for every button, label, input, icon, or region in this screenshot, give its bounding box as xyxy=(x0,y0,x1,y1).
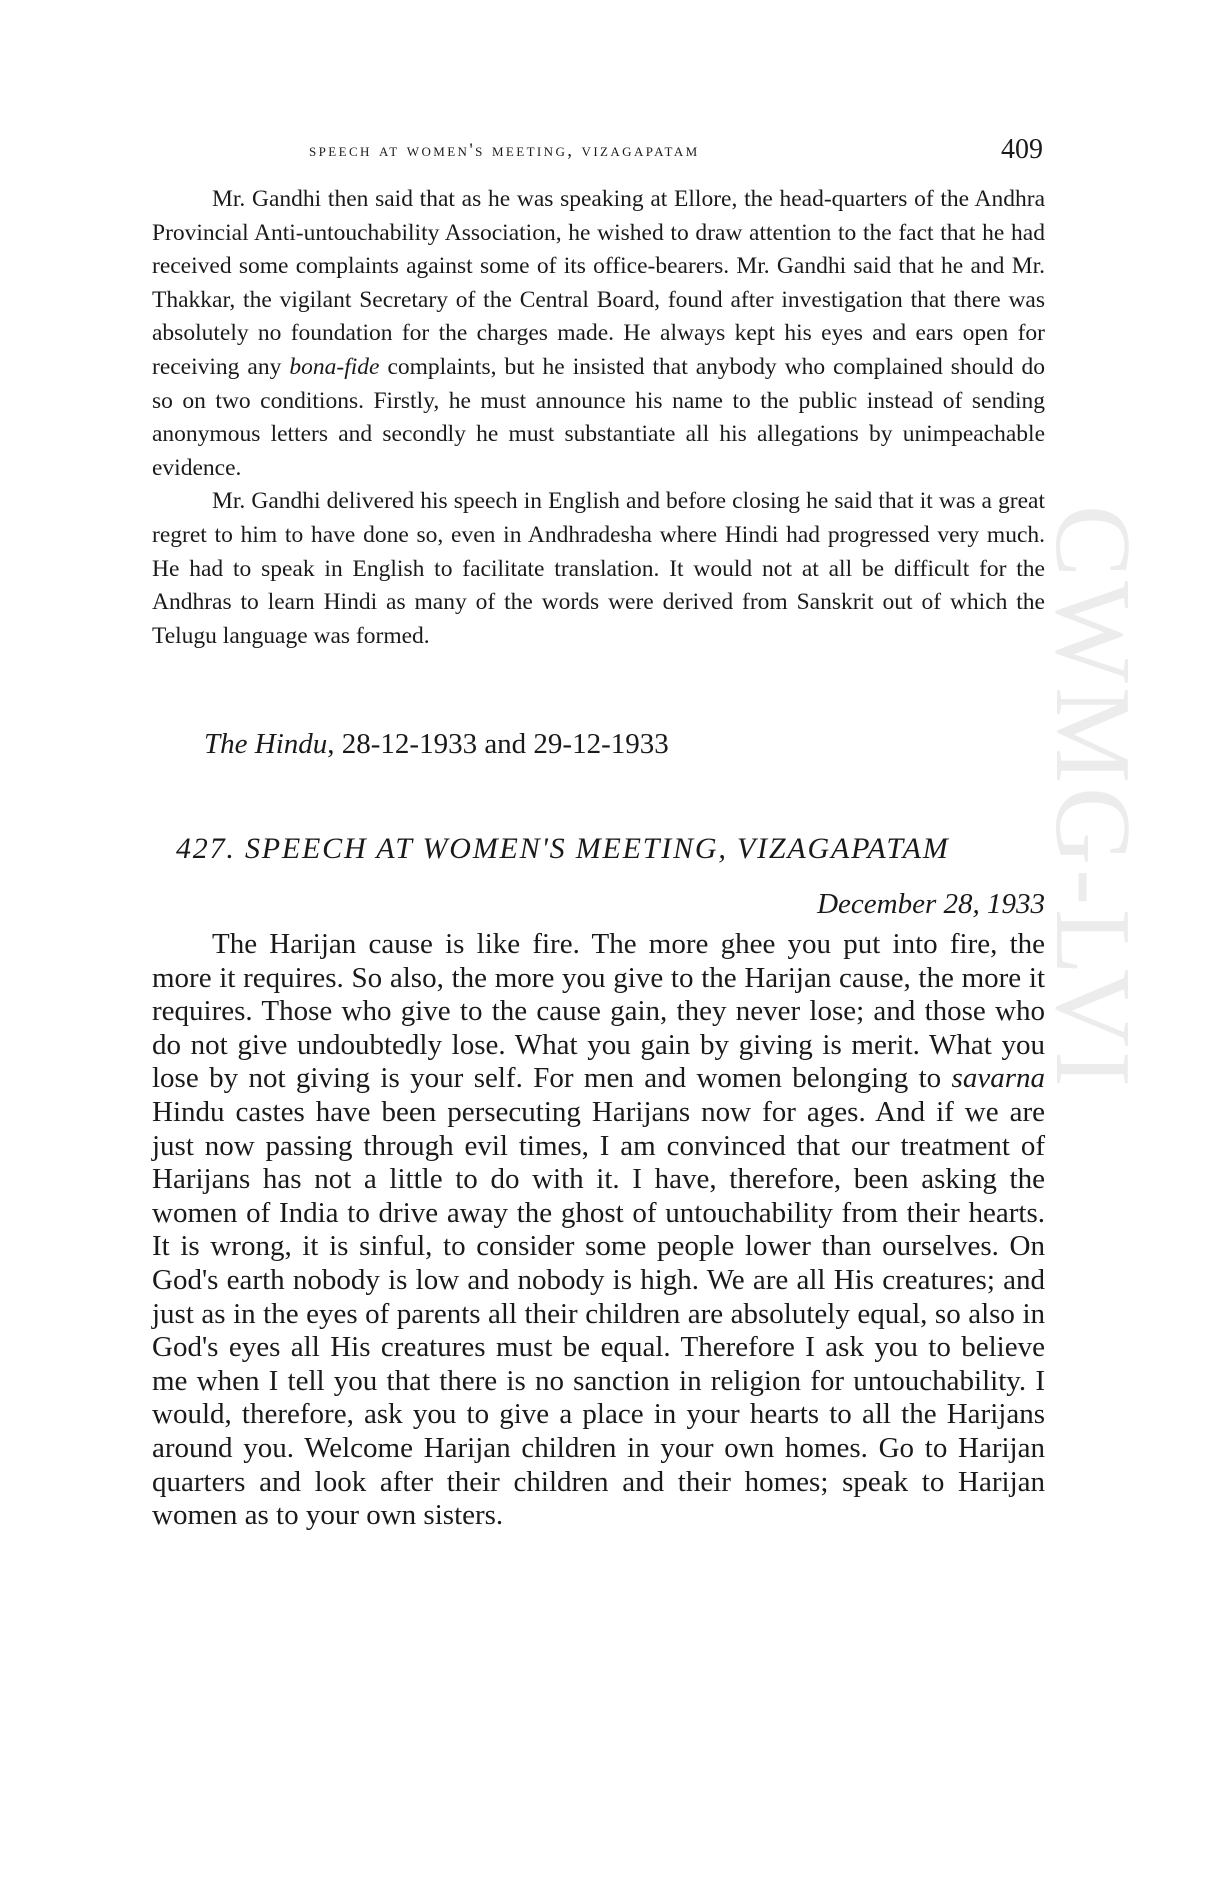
report-paragraph-text: complaints, but he insisted that anybody who complained should do so on two conditions. Firstly, he must announce his name to the public instead of sending anonymous letters and secondly he must substantiate all his allegations by unimpeachable evidence. xyxy=(152,353,1045,481)
report-paragraph: Mr. Gandhi delivered his speech in English and before closing he said that it was a great regret to him to have done so, even in Andhradesha where Hindi had progressed very much. He had to speak in English to facilitate translation. It would not at all be difficult for the Andhras to learn Hindi as many of the words were derived from Sanskrit out of which the Telugu language was formed. xyxy=(152,488,1045,649)
section-date: December 28, 1933 xyxy=(817,888,1045,920)
section-heading: 427. SPEECH AT WOMEN'S MEETING, VIZAGAPATAM xyxy=(176,832,950,865)
source-citation xyxy=(204,728,669,761)
report-paragraph-text: Mr. Gandhi then said that as he was speaking at Ellore, the head-quarters of the Andhra Provincial Anti-untouchability Association, he wished to draw attention to the fact that he had received some complaints against some of its office-bearers. Mr. Gandhi said that he and Mr. Thakkar, the vigilant Secretary of the Central Board, found after investigation that there was absolutely no foundation for the charges made. He always kept his eyes and ears open for receiving any xyxy=(152,186,1045,380)
speech-paragraph-text: Hindu castes have been persecuting Harijans now for ages. And if we are just now passing through evil times, I am convinced that our treatment of Harijans has not a little to do with it. I have, therefore, been asking the women of India to drive away the ghost of untouchability from their hearts. It is wrong, it is sinful, to consider some people lower than ourselves. On God's earth nobody is low and nobody is high. We are all His creatures; and just as in the eyes of parents all their children are absolutely equal, so also in God's eyes all His creatures must be equal. Therefore I ask you to believe me when I tell you that there is no sanction in religion for untouchability. I would, therefore, ask you to give a place in your hearts to all the Harijans around you. Welcome Harijan children in your own homes. Go to Harijan quarters and look after their children and their homes; speak to Harijan women as to your own sisters. xyxy=(152,1095,1045,1532)
speech-paragraph-text: The Harijan cause is like fire. The more ghee you put into fire, the more it requires. So also, the more you give to the Harijan cause, the more it requires. Those who give to the cause gain, they never lose; and those who do not give undoubtedly lose. What you gain by giving is merit. What you lose by not giving is your self. For men and women belonging to xyxy=(152,928,1045,1095)
watermark: CWMG-LVI xyxy=(1033,505,1152,1091)
report-paragraph xyxy=(152,183,1045,485)
speech-paragraph xyxy=(152,928,1045,1533)
speech-text xyxy=(152,928,1045,1533)
source-publication: The Hindu xyxy=(204,728,328,760)
running-head xyxy=(152,134,1043,168)
italic-term: savarna xyxy=(951,1062,1045,1095)
source-dates: , 28-12-1933 and 29-12-1933 xyxy=(327,728,669,760)
page-number: 409 xyxy=(1001,134,1043,165)
running-title: speech at women's meeting, vizagapatam xyxy=(309,140,700,161)
report-text xyxy=(152,183,1045,653)
italic-term: bona-fide xyxy=(289,353,380,380)
